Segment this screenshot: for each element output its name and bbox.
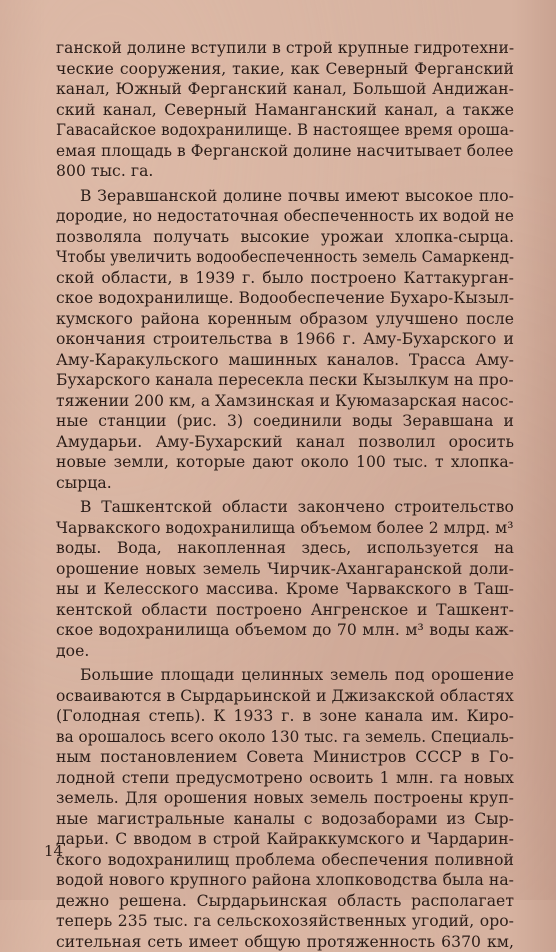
text-line: кентской области построено Ангренское и Ташкент-	[56, 600, 514, 621]
paragraph-tashkent	[56, 497, 514, 661]
paragraph-syrdarya	[56, 665, 514, 952]
text-line: ным постановлением Совета Министров СССР в Го-	[56, 747, 514, 768]
text-line: водой нового крупного района хлопководства была на-	[56, 870, 514, 891]
text-line: ское водохранилище. Водообеспечение Бухаро-Кызыл-	[56, 288, 513, 309]
text-line: новые земли, которые дают около 100 тыс. т хлопка-	[56, 452, 514, 473]
page-number: 14	[44, 842, 63, 860]
text-line: В Ташкентской области закончено строительство	[56, 497, 514, 518]
text-line: лодной степи предусмотрено освоить 1 млн. га новых	[56, 768, 514, 789]
text-line: Аму-Каракульского машинных каналов. Трасса Аму-	[56, 350, 514, 371]
text-line: Чтобы увеличить водообеспеченность земель Самаркенд-	[56, 247, 490, 268]
text-line: ское водохранилища объемом до 70 млн. м³ воды каж-	[56, 620, 514, 641]
text-line: тяжении 200 км, а Хамзинская и Куюмазарская насос-	[56, 391, 512, 412]
text-line: дежно решена. Сырдарьинская область располагает	[56, 891, 514, 912]
paragraph-fergana	[56, 38, 514, 182]
text-line: сырца.	[56, 473, 514, 494]
text-line: Бухарского канала пересекла пески Кызылкум на про-	[56, 370, 512, 391]
text-line: кумского района коренным образом улучшено после	[56, 309, 514, 330]
page-body	[56, 38, 514, 952]
text-line: ганской долине вступили в строй крупные гидротехни-	[56, 38, 511, 59]
text-line: дарьи. С вводом в строй Кайраккумского и Чардарин-	[56, 829, 514, 850]
text-line: дородие, но недостаточная обеспеченность их водой не	[56, 206, 506, 227]
text-line: ва орошалось всего около 130 тыс. га земель. Специаль-	[56, 727, 501, 748]
text-line: окончания строительства в 1966 г. Аму-Бухарского и	[56, 329, 514, 350]
text-line: осваиваются в Сырдарьинской и Джизакской областях	[56, 686, 512, 707]
text-line: сительная сеть имеет общую протяженность 6370 км,	[56, 932, 514, 952]
text-line: Амударьи. Аму-Бухарский канал позволил оросить	[56, 432, 514, 453]
text-line: ской области, в 1939 г. было построено Каттакурган-	[56, 268, 514, 289]
text-line: 800 тыс. га.	[56, 161, 514, 182]
text-line: В Зеравшанской долине почвы имеют высокое пло-	[56, 186, 514, 207]
text-line: ные станции (рис. 3) соединили воды Зеравшана и	[56, 411, 514, 432]
text-line: ны и Келесского массива. Кроме Чарвакского в Таш-	[56, 579, 514, 600]
text-line: Чарвакского водохранилища объемом более 2 млрд. м³	[56, 518, 511, 539]
paragraph-zeravshan	[56, 186, 514, 494]
text-line: емая площадь в Ферганской долине насчитывает более	[56, 141, 508, 162]
text-line: воды. Вода, накопленная здесь, используется на	[56, 538, 514, 559]
text-line: Большие площади целинных земель под орошение	[56, 665, 514, 686]
text-line: (Голодная степь). К 1933 г. в зоне канала им. Киро-	[56, 706, 514, 727]
text-line: ческие сооружения, такие, как Северный Ферганский	[56, 59, 514, 80]
text-line: позволяла получать высокие урожаи хлопка-сырца.	[56, 227, 514, 248]
text-line: канал, Южный Ферганский канал, Большой Андижан-	[56, 79, 514, 100]
text-line: дое.	[56, 641, 514, 662]
text-line: ского водохранилищ проблема обеспечения поливной	[56, 850, 514, 871]
text-line: орошение новых земель Чирчик-Ахангаранской доли-	[56, 559, 514, 580]
text-line: теперь 235 тыс. га сельскохозяйственных угодий, оро-	[56, 911, 514, 932]
text-line: ные магистральные каналы с водозаборами из Сыр-	[56, 809, 514, 830]
text-line: земель. Для орошения новых земель построены круп-	[56, 788, 514, 809]
text-line: Гавасайское водохранилище. В настоящее время ороша-	[56, 120, 499, 141]
text-line: ский канал, Северный Наманганский канал, а также	[56, 100, 514, 121]
